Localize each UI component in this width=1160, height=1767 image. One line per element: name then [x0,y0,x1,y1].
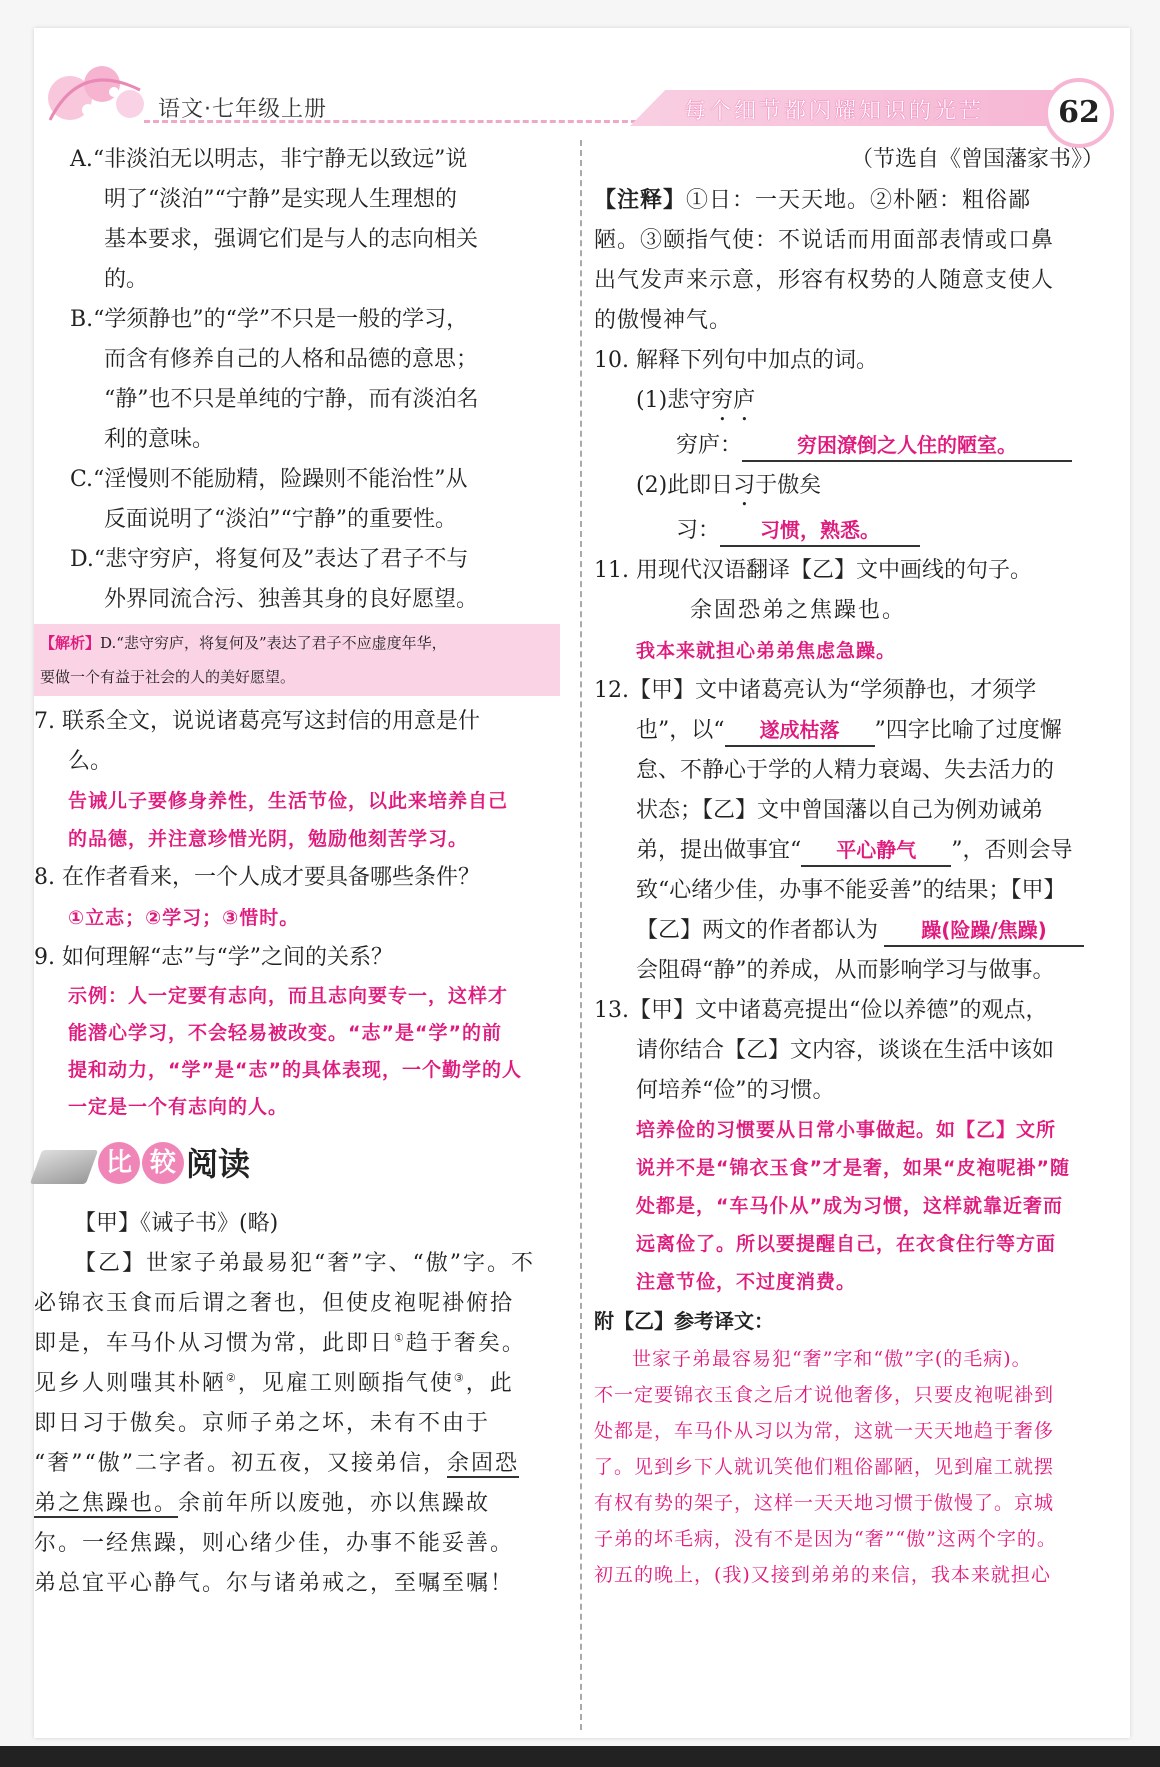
question-11-sentence: 余固恐弟之焦躁也。 [690,598,907,623]
header-divider [144,120,664,123]
question-12: 12.【甲】文中诸葛亮认为“学须静也，才须学 也”，以“ 遂成枯落 ”四字比喻了过度懈 怠、不静心于学的人精力衰竭、失去活力的 状态；【乙】文中曾国藩以自己为例劝诫弟 弟，提出做事宜“ 平心静气 ”，否则会导 致“心绪少佳，办事不能妥善”的结果；【甲】 【乙】两文的作者都认为 躁(险躁/焦躁) 会阻碍“静”的养成，从而影响学习与做事。 [594,671,1114,991]
annotation-tag: 【注释】 [594,187,687,213]
answer-9: 示例：人一定要有志向，而且志向要专一，这样才 能潜心学习，不会轻易被改变。“志”是“学”的前 提和动力，“学”是“志”的具体表现，一个勤学的人 一定是一个有志向的人。 [68,985,522,1118]
answer-13: 培养俭的习惯要从日常小事做起。如【乙】文所 说并不是“锦衣玉食”才是奢，如果“皮袍呢褂”随 处都是，“车马仆从”成为习惯，这样就靠近奢而 远离俭了。所以要提醒自己，在衣食住行等方面 注意节俭，不过度消费。 [636,1119,1070,1293]
annotations: 【注释】①日：一天天地。②朴陋：粗俗鄙 陋。③颐指气使：不说话而用面部表情或口鼻 出气发声来示意，形容有权势的人随意支使人 的傲慢神气。 [594,187,1055,333]
question-11: 11. 用现代汉语翻译【乙】文中画线的句子。 [594,558,1032,583]
answer-12-2: 平心静气 [801,835,951,867]
answer-11: 我本来就担心弟弟焦虑急躁。 [636,640,897,662]
page-number: 62 [1044,78,1114,148]
answer-10-2-line: 习： 习惯，熟悉。 [594,511,1114,551]
slogan-text: 每个细节都闪耀知识的光芒 [684,99,985,124]
answer-12-1: 遂成枯落 [725,715,875,747]
question-8: 8. 在作者看来，一个人成才要具备哪些条件？ [34,865,480,890]
heading-char-2: 较 [142,1142,184,1184]
question-10-2: (2)此即日习于傲矣 [636,473,822,498]
underlined-sentence-part1: 余固恐 [447,1451,520,1476]
question-10-1: (1)悲守穷庐 [636,388,756,413]
book-icon [30,1150,98,1184]
question-9: 9. 如何理解“志”与“学”之间的关系？ [34,945,393,970]
option-b: B.“学须静也”的“学”不只是一般的学习， 而含有修养自己的人格和品德的意思； “静”也不只是单纯的宁静，而有淡泊名 利的意味。 [70,307,479,452]
answer-10-1-line: 穷庐： 穷困潦倒之人住的陋室。 [594,426,1114,466]
comparative-reading-heading [34,1132,564,1202]
answer-8: ①立志；②学习；③惜时。 [68,907,300,929]
question-13: 13.【甲】文中诸葛亮提出“俭以养德”的观点， 请你结合【乙】文内容，谈谈在生活中该如 何培养“俭”的习惯。 [594,998,1055,1103]
page-sheet [34,28,1130,1738]
heading-char-1: 比 [98,1142,140,1184]
appendix-title: 附【乙】参考译文： [594,1309,774,1333]
right-column [594,140,1114,1593]
source-note: （节选自《曾国藩家书》） [850,147,1104,172]
option-c: C.“淫慢则不能励精，险躁则不能治性”从 反面说明了“淡泊”“宁静”的重要性。 [70,467,468,532]
option-d: D.“悲守穷庐，将复何及”表达了君子不与 外界同流合污、独善其身的良好愿望。 [70,547,479,612]
option-a: A.“非淡泊无以明志，非宁静无以致远”说 明了“淡泊”“宁静”是实现人生理想的 基本要求，强调它们是与人的志向相关 的。 [70,147,479,292]
left-column [34,140,564,1604]
heading-rest: 阅读 [186,1145,251,1183]
column-divider [580,140,582,1730]
answer-10-2: 习惯，熟悉。 [720,515,920,547]
text-yi: 【乙】世家子弟最易犯“奢”字、“傲”字。不 必锦衣玉食而后谓之奢也，但使皮袍呢褂俯拾 即是，车马仆从习惯为常，此即日①趋于奢矣。 见乡人则嗤其朴陋②，见雇工则颐指气使③，此 即日习于傲矣。京师子弟之坏，未有不由于 “奢”“傲”二字者。初五夜，又接弟信，余固恐 弟之焦躁也。余前年所以废弛，亦以焦躁故 尔。一经焦躁，则心绪少佳，办事不能妥善。 弟总宜平心静气。尔与诸弟戒之，至嘱至嘱！ [34,1251,535,1596]
underlined-sentence-part2: 弟之焦躁也。 [34,1491,179,1516]
text-jia: 【甲】《诫子书》(略) [74,1211,279,1236]
book-title: 语文·七年级上册 [158,97,327,122]
bottom-bar [0,1746,1160,1767]
page-header [34,28,1130,138]
floral-decoration-icon [40,50,160,140]
answer-7: 告诫儿子要修身养性，生活节俭，以此来培养自己 的品德，并注意珍惜光阴，勉励他刻苦学习。 [68,790,509,850]
answer-12-3: 躁(险躁/焦躁) [884,915,1084,947]
analysis-tag: 【解析】 [40,634,101,652]
dotted-word-xi: 习 [733,473,756,498]
dotted-word-qionglu: 穷庐 [711,388,756,413]
analysis-box: 【解析】D.“悲守穷庐，将复何及”表达了君子不应虚度年华， 要做一个有益于社会的人的美好愿望。 [34,624,560,696]
reference-translation: 世家子弟最容易犯“奢”字和“傲”字(的毛病)。 不一定要锦衣玉食之后才说他奢侈，只要皮袍呢褂到 处都是，车马仆从习以为常，这就一天天地趋于奢侈 了。见到乡下人就讥笑他们粗俗鄙陋，见到雇工就摆 有权有势的架子，这样一天天地习惯于傲慢了。京城 子弟的坏毛病，没有不是因为“奢”“傲”这两个字的。 初五的晚上，(我)又接到弟弟的来信，我本来就担心 [594,1348,1057,1586]
question-10: 10. 解释下列句中加点的词。 [594,348,878,373]
answer-10-1: 穷困潦倒之人住的陋室。 [742,430,1072,462]
question-7: 7. 联系全文，说说诸葛亮写这封信的用意是什 么。 [34,709,480,774]
